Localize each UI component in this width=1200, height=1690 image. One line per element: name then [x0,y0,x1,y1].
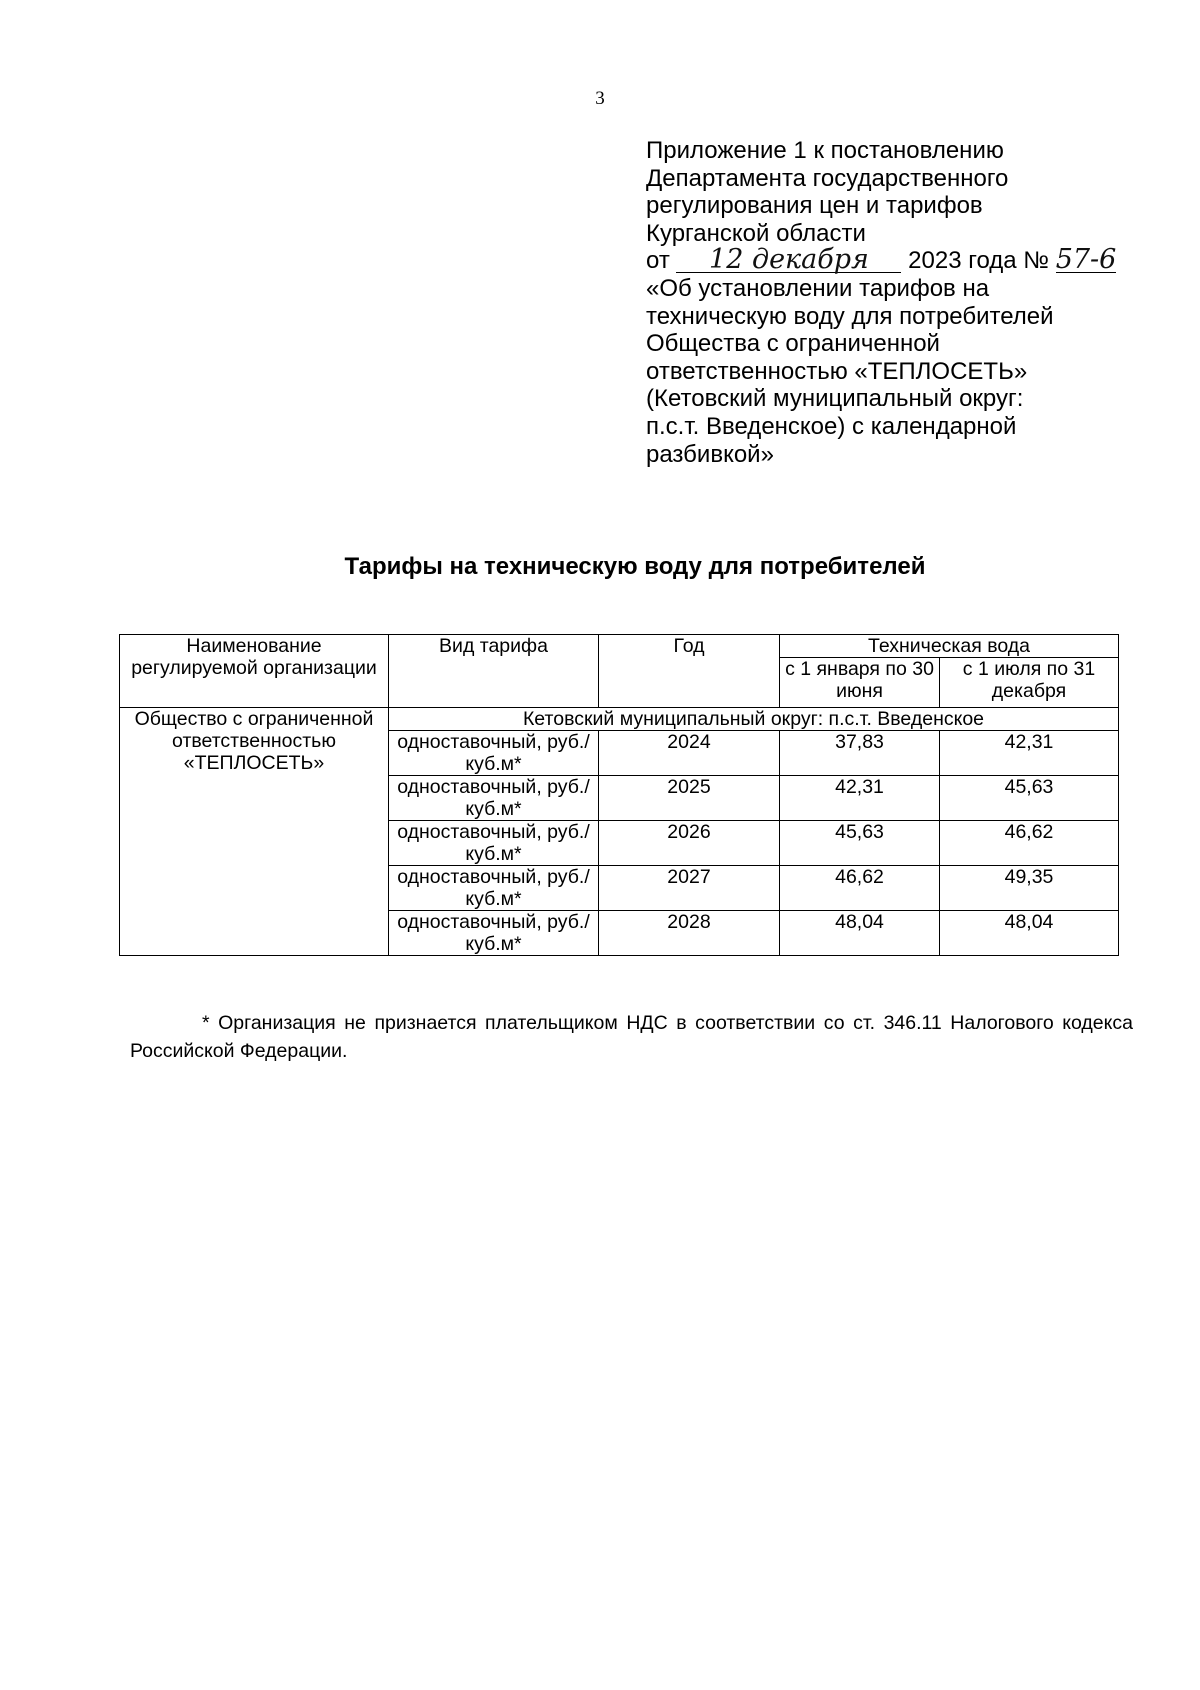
appendix-line: «Об установлении тарифов на [646,274,990,302]
appendix-line: Приложение 1 к постановлению [646,137,1004,164]
handwritten-number: 57-6 [1055,244,1117,276]
appendix-line: техническую воду для потребителей [646,302,1054,330]
handwritten-date: 12 декабря [676,248,901,273]
tariff-type-cell: одноставочный, руб./куб.м* [389,821,599,866]
appendix-date-line [646,244,1117,276]
year-cell: 2028 [599,911,780,956]
tariff-table [119,634,1119,956]
header-technical-water: Техническая вода [780,635,1119,658]
appendix-line: Курганской области [646,219,866,247]
appendix-line: разбивкой» [646,440,774,468]
period-2-cell: 46,62 [940,821,1119,866]
appendix-line: ответственностью «ТЕПЛОСЕТЬ» [646,357,1028,385]
year-text: 2023 года № [908,247,1050,275]
header-organization: Наименование регулируемой организации [120,635,389,708]
header-period-2: с 1 июля по 31 декабря [940,658,1119,708]
period-1-cell: 37,83 [780,731,940,776]
tariff-type-cell: одноставочный, руб./куб.м* [389,731,599,776]
tariff-type-cell: одноставочный, руб./куб.м* [389,776,599,821]
period-1-cell: 46,62 [780,866,940,911]
year-cell: 2026 [599,821,780,866]
header-period-1: с 1 января по 30 июня [780,658,940,708]
period-1-cell: 48,04 [780,911,940,956]
period-1-cell: 42,31 [780,776,940,821]
period-2-cell: 48,04 [940,911,1119,956]
appendix-line: Департамента государственного [646,164,1009,192]
period-2-cell: 49,35 [940,866,1119,911]
tariff-type-cell: одноставочный, руб./куб.м* [389,866,599,911]
footnote: * Организация не признается плательщиком НДС в соответствии со ст. 346.11 Налогового кодекса Российской Федерации. [130,1012,1133,1062]
from-prefix: от [646,247,670,275]
year-cell: 2027 [599,866,780,911]
appendix-block [646,137,1116,468]
appendix-line: п.с.т. Введенское) с календарной [646,412,1017,440]
year-cell: 2024 [599,731,780,776]
page-number: 3 [595,88,605,109]
period-1-cell: 45,63 [780,821,940,866]
year-cell: 2025 [599,776,780,821]
organization-name-cell: Общество с ограниченной ответственностью «ТЕПЛОСЕТЬ» [120,708,389,956]
appendix-line: Общества с ограниченной [646,330,940,358]
period-2-cell: 42,31 [940,731,1119,776]
tariff-type-cell: одноставочный, руб./куб.м* [389,911,599,956]
header-year: Год [599,635,780,708]
header-tariff-type: Вид тарифа [389,635,599,708]
period-2-cell: 45,63 [940,776,1119,821]
document-title: Тарифы на техническую воду для потребителей [344,553,926,580]
appendix-line: (Кетовский муниципальный округ: [646,385,1024,413]
district-cell: Кетовский муниципальный округ: п.с.т. Введенское [389,708,1119,731]
appendix-line: регулирования цен и тарифов [646,192,983,220]
